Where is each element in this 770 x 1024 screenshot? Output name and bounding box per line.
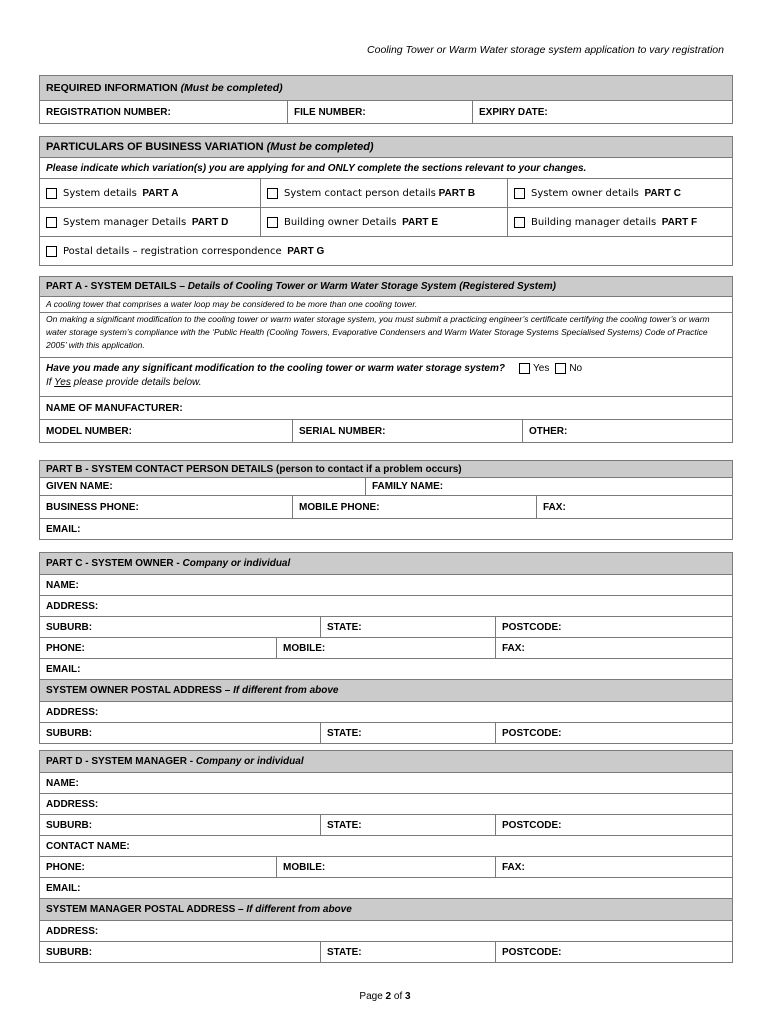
required-information-section bbox=[39, 75, 733, 124]
fax-field[interactable]: FAX: bbox=[543, 501, 566, 513]
manager-phone-row bbox=[40, 857, 732, 878]
options-row-2 bbox=[40, 208, 732, 237]
part-d-heading: PART D - SYSTEM MANAGER - bbox=[46, 756, 194, 767]
part-b-heading-note: (person to contact if a problem occurs) bbox=[276, 463, 462, 475]
part-b-name-row bbox=[40, 478, 732, 496]
part-b-email-row bbox=[40, 519, 732, 540]
checkbox[interactable] bbox=[267, 217, 278, 228]
part-b-phone-row bbox=[40, 496, 732, 519]
owner-postcode-field[interactable]: POSTCODE: bbox=[502, 621, 562, 633]
part-label: PART A bbox=[142, 187, 179, 199]
manager-postal-heading-row bbox=[40, 899, 732, 921]
part-a-heading: PART A - SYSTEM DETAILS – bbox=[46, 281, 185, 292]
page-footer: Page 2 of 3 bbox=[359, 991, 411, 1002]
checkbox[interactable] bbox=[46, 246, 57, 257]
if-yes-instruction: If Yes please provide details below. bbox=[46, 377, 202, 388]
part-a-note2: On making a significant modification to the cooling tower or warm water storage system, you must submit a practicing engineer’s certificate certifying the cooling tower’s or warm water storage system’s compliance with the ‘Public Health (Cooling Towers, Evaporative Condensers and Warm Water Storage Systems Specialised Systems) Code of Practice 2005’ with this application. bbox=[46, 314, 710, 350]
owner-postal-state-field[interactable]: STATE: bbox=[321, 723, 496, 743]
manager-suburb-field[interactable]: SUBURB: bbox=[40, 815, 321, 835]
owner-phone-row bbox=[40, 638, 732, 659]
part-a-note2-row bbox=[40, 313, 732, 358]
required-heading-note: (Must be completed) bbox=[180, 82, 283, 94]
yes-checkbox[interactable] bbox=[519, 363, 530, 374]
manager-postal-state-field[interactable]: STATE: bbox=[321, 942, 496, 962]
option-manager-details[interactable]: System manager Details PART D bbox=[40, 208, 261, 236]
owner-postal-suburb-row bbox=[40, 723, 732, 744]
particulars-instruction: Please indicate which variation(s) you are applying for and ONLY complete the sections relevant to your changes. bbox=[46, 162, 587, 174]
owner-postal-suburb-field[interactable]: SUBURB: bbox=[40, 723, 321, 743]
part-d-heading-note: Company or individual bbox=[195, 756, 304, 767]
option-building-owner[interactable]: Building owner Details PART E bbox=[261, 208, 508, 236]
part-c-heading: PART C - SYSTEM OWNER - bbox=[46, 558, 180, 569]
particulars-heading-row bbox=[40, 137, 732, 158]
yes-label: Yes bbox=[533, 363, 550, 374]
file-number-field[interactable]: FILE NUMBER: bbox=[288, 101, 473, 123]
checkbox[interactable] bbox=[46, 188, 57, 199]
option-system-details[interactable]: System details PART A bbox=[40, 179, 261, 207]
family-name-field[interactable]: FAMILY NAME: bbox=[372, 481, 444, 492]
manager-contact-name-field[interactable]: CONTACT NAME: bbox=[46, 840, 130, 852]
required-fields-row bbox=[40, 101, 732, 124]
manager-address-field[interactable]: ADDRESS: bbox=[46, 798, 99, 810]
model-number-field[interactable]: MODEL NUMBER: bbox=[40, 420, 293, 442]
no-label: No bbox=[569, 363, 583, 374]
serial-number-field[interactable]: SERIAL NUMBER: bbox=[293, 420, 523, 442]
manufacturer-row bbox=[40, 397, 732, 420]
manager-postcode-field[interactable]: POSTCODE: bbox=[502, 819, 562, 831]
manager-mobile-field[interactable]: MOBILE: bbox=[277, 857, 496, 877]
part-d-heading-row bbox=[40, 751, 732, 773]
owner-postal-heading: SYSTEM OWNER POSTAL ADDRESS – bbox=[46, 685, 231, 696]
manager-postal-heading: SYSTEM MANAGER POSTAL ADDRESS – bbox=[46, 904, 244, 915]
manager-email-field[interactable]: EMAIL: bbox=[46, 882, 81, 894]
part-label: PART C bbox=[644, 187, 681, 199]
manager-postal-suburb-field[interactable]: SUBURB: bbox=[40, 942, 321, 962]
part-b-heading-row bbox=[40, 461, 732, 478]
part-b-heading: PART B - SYSTEM CONTACT PERSON DETAILS bbox=[46, 463, 274, 475]
model-row bbox=[40, 420, 732, 443]
part-c-heading-note: Company or individual bbox=[182, 558, 291, 569]
business-phone-field[interactable]: BUSINESS PHONE: bbox=[40, 496, 293, 518]
owner-state-field[interactable]: STATE: bbox=[321, 617, 496, 637]
owner-fax-field[interactable]: FAX: bbox=[502, 642, 525, 654]
options-row-1 bbox=[40, 179, 732, 208]
part-label: PART D bbox=[191, 216, 229, 228]
owner-email-field[interactable]: EMAIL: bbox=[46, 663, 81, 675]
email-field[interactable]: EMAIL: bbox=[46, 523, 81, 535]
mobile-phone-field[interactable]: MOBILE PHONE: bbox=[293, 496, 537, 518]
owner-postal-note: If different from above bbox=[233, 685, 339, 696]
manager-state-field[interactable]: STATE: bbox=[321, 815, 496, 835]
part-d-section bbox=[39, 750, 733, 963]
other-field[interactable]: OTHER: bbox=[529, 425, 568, 437]
given-name-field[interactable]: GIVEN NAME: bbox=[40, 478, 366, 495]
required-heading: REQUIRED INFORMATION bbox=[46, 82, 178, 94]
option-contact-person[interactable]: System contact person details PART B bbox=[261, 179, 508, 207]
part-c-heading-row bbox=[40, 553, 732, 575]
owner-postal-address-field[interactable]: ADDRESS: bbox=[46, 706, 99, 718]
particulars-heading-note: (Must be completed) bbox=[266, 141, 374, 153]
option-owner-details[interactable]: System owner details PART C bbox=[508, 179, 732, 207]
part-a-question-row bbox=[40, 358, 732, 397]
option-postal-details[interactable]: Postal details – registration correspondence PART G bbox=[40, 237, 732, 265]
part-a-heading-note: Details of Cooling Tower or Warm Water Storage System (Registered System) bbox=[187, 281, 556, 292]
owner-suburb-row bbox=[40, 617, 732, 638]
part-label: PART F bbox=[661, 216, 698, 228]
required-heading-row bbox=[40, 76, 732, 101]
expiry-date-field[interactable]: EXPIRY DATE: bbox=[479, 106, 548, 118]
particulars-section bbox=[39, 136, 733, 266]
owner-phone-field[interactable]: PHONE: bbox=[40, 638, 277, 658]
option-building-manager[interactable]: Building manager details PART F bbox=[508, 208, 732, 236]
part-label: PART G bbox=[287, 245, 325, 257]
checkbox[interactable] bbox=[46, 217, 57, 228]
part-a-note1-row bbox=[40, 297, 732, 313]
part-label: PART B bbox=[438, 187, 476, 199]
owner-postal-postcode-field[interactable]: POSTCODE: bbox=[502, 727, 562, 739]
part-a-note1: A cooling tower that comprises a water loop may be considered to be more than one cooling tower. bbox=[46, 299, 418, 309]
manager-suburb-row bbox=[40, 815, 732, 836]
part-a-heading-row bbox=[40, 277, 732, 297]
manager-postal-suburb-row bbox=[40, 942, 732, 963]
particulars-heading: PARTICULARS OF BUSINESS VARIATION bbox=[46, 141, 264, 153]
checkbox[interactable] bbox=[514, 217, 525, 228]
registration-number-field[interactable]: REGISTRATION NUMBER: bbox=[40, 101, 288, 123]
options-row-3 bbox=[40, 237, 732, 266]
manager-postal-postcode-field[interactable]: POSTCODE: bbox=[502, 946, 562, 958]
owner-suburb-field[interactable]: SUBURB: bbox=[40, 617, 321, 637]
manager-postal-note: If different from above bbox=[246, 904, 352, 915]
checkbox[interactable] bbox=[514, 188, 525, 199]
part-b-section bbox=[39, 460, 733, 540]
particulars-instruction-row bbox=[40, 158, 732, 179]
modification-question: Have you made any significant modification to the cooling tower or warm water storage system? bbox=[46, 363, 505, 374]
checkbox[interactable] bbox=[267, 188, 278, 199]
part-c-section bbox=[39, 552, 733, 744]
part-label: PART E bbox=[402, 216, 438, 228]
document-header: Cooling Tower or Warm Water storage system application to vary registration bbox=[367, 44, 724, 56]
manager-fax-field[interactable]: FAX: bbox=[502, 861, 525, 873]
manager-postal-address-field[interactable]: ADDRESS: bbox=[46, 925, 99, 937]
owner-postal-heading-row bbox=[40, 680, 732, 702]
manager-phone-field[interactable]: PHONE: bbox=[40, 857, 277, 877]
no-checkbox[interactable] bbox=[555, 363, 566, 374]
manager-name-field[interactable]: NAME: bbox=[46, 777, 79, 789]
manufacturer-field[interactable]: NAME OF MANUFACTURER: bbox=[46, 402, 183, 414]
owner-address-field[interactable]: ADDRESS: bbox=[46, 600, 99, 612]
part-a-section bbox=[39, 276, 733, 443]
owner-mobile-field[interactable]: MOBILE: bbox=[277, 638, 496, 658]
owner-name-field[interactable]: NAME: bbox=[46, 579, 79, 591]
